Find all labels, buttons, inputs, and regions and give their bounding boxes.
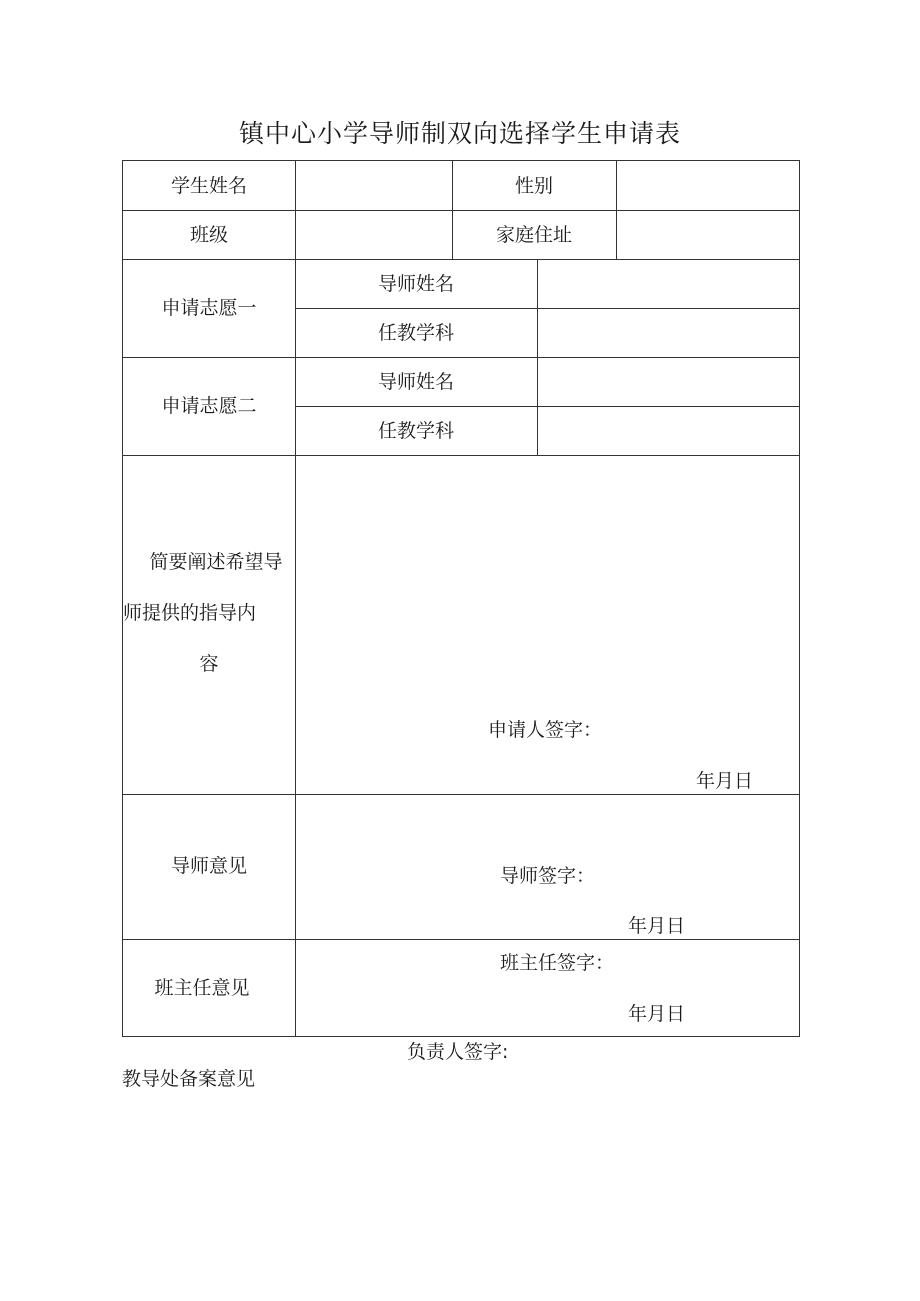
choice1-mentor-name-label: 导师姓名 bbox=[377, 273, 455, 295]
mentor-opinion-field[interactable] bbox=[297, 796, 798, 856]
mentor-signature-label: 导师签字： bbox=[500, 865, 596, 887]
choice2-mentor-name-field[interactable] bbox=[539, 359, 798, 405]
guidance-label-line2: 师提供的指导内 bbox=[123, 602, 257, 624]
column-divider bbox=[295, 161, 296, 1036]
guidance-label bbox=[123, 537, 295, 690]
address-label: 家庭住址 bbox=[495, 224, 573, 246]
choice2-mentor-name-label: 导师姓名 bbox=[377, 371, 455, 393]
head-teacher-opinion-label: 班主任意见 bbox=[154, 977, 250, 999]
row-divider bbox=[123, 939, 799, 940]
row-divider bbox=[295, 308, 799, 309]
choice1-mentor-name-field[interactable] bbox=[539, 261, 798, 307]
choice1-label: 申请志愿一 bbox=[161, 297, 257, 319]
column-divider bbox=[616, 161, 617, 259]
applicant-date: 年月日 bbox=[696, 770, 754, 792]
head-teacher-signature-label: 班主任签字： bbox=[500, 952, 615, 974]
head-teacher-date: 年月日 bbox=[628, 1003, 686, 1025]
row-divider bbox=[123, 794, 799, 795]
choice2-label: 申请志愿二 bbox=[161, 395, 257, 417]
row-divider bbox=[123, 259, 799, 260]
row-divider bbox=[123, 210, 799, 211]
choice1-subject-label: 任教学科 bbox=[377, 322, 455, 344]
choice1-subject-field[interactable] bbox=[539, 310, 798, 356]
gender-field[interactable] bbox=[618, 163, 798, 209]
student-name-field[interactable] bbox=[297, 163, 451, 209]
guidance-label-line1: 简要阐述希望导 bbox=[149, 551, 283, 573]
class-label: 班级 bbox=[189, 224, 229, 246]
class-field[interactable] bbox=[297, 212, 451, 258]
gender-label: 性别 bbox=[514, 175, 554, 197]
application-form-table bbox=[122, 160, 800, 1037]
choice2-subject-label: 任教学科 bbox=[377, 420, 455, 442]
academic-office-opinion-label: 教导处备案意见 bbox=[122, 1068, 256, 1090]
page-title: 镇中心小学导师制双向选择学生申请表 bbox=[238, 119, 681, 148]
guidance-content-field[interactable] bbox=[297, 457, 798, 717]
column-divider bbox=[452, 161, 453, 259]
student-name-label: 学生姓名 bbox=[170, 175, 248, 197]
responsible-signature-label: 负责人签字: bbox=[407, 1041, 509, 1063]
row-divider bbox=[123, 455, 799, 456]
applicant-signature-label: 申请人签字： bbox=[488, 719, 603, 741]
column-divider bbox=[537, 259, 538, 455]
mentor-date: 年月日 bbox=[628, 915, 686, 937]
mentor-opinion-label: 导师意见 bbox=[170, 855, 248, 877]
row-divider bbox=[123, 357, 799, 358]
address-field[interactable] bbox=[618, 212, 798, 258]
choice2-subject-field[interactable] bbox=[539, 408, 798, 454]
guidance-label-line3: 容 bbox=[199, 653, 219, 675]
row-divider bbox=[295, 406, 799, 407]
